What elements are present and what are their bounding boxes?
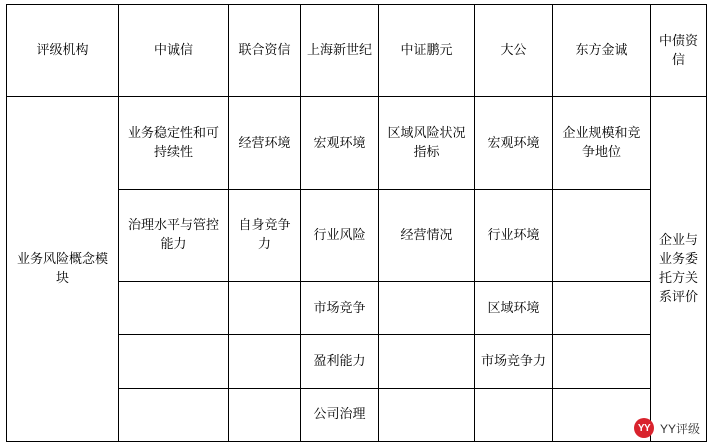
cell-ccxi-4 — [119, 335, 229, 388]
cell-lianhe-4 — [229, 335, 301, 388]
cell-dagong-3: 区域环境 — [475, 281, 553, 334]
column-header-agency: 评级机构 — [7, 5, 119, 97]
cell-ccxi-3 — [119, 281, 229, 334]
cell-golden-credit-2 — [553, 189, 651, 281]
cell-shanghai-3: 市场竞争 — [301, 281, 379, 334]
column-header-dagong: 大公 — [475, 5, 553, 97]
table-row — [7, 97, 707, 189]
rating-comparison-table — [6, 4, 706, 442]
cell-shanghai-1: 宏观环境 — [301, 97, 379, 189]
yy-logo-icon: YY — [634, 418, 654, 438]
table — [6, 4, 707, 442]
column-header-ccxi: 中诚信 — [119, 5, 229, 97]
cell-dagong-2: 行业环境 — [475, 189, 553, 281]
column-header-lianhe: 联合资信 — [229, 5, 301, 97]
cell-dagong-5 — [475, 388, 553, 441]
cell-shanghai-4: 盈利能力 — [301, 335, 379, 388]
cell-dagong-4: 市场竞争力 — [475, 335, 553, 388]
cell-golden-credit-3 — [553, 281, 651, 334]
cell-pengyuan-2: 经营情况 — [379, 189, 475, 281]
cell-pengyuan-3 — [379, 281, 475, 334]
cell-golden-credit-1: 企业规模和竞争地位 — [553, 97, 651, 189]
column-header-shanghai-xinshiji: 上海新世纪 — [301, 5, 379, 97]
watermark-label: YY评级 — [659, 421, 700, 436]
cell-lianhe-1: 经营环境 — [229, 97, 301, 189]
cell-pengyuan-5 — [379, 388, 475, 441]
cell-ccxi-1: 业务稳定性和可持续性 — [119, 97, 229, 189]
row-label-business-risk-module: 业务风险概念模块 — [7, 97, 119, 442]
cell-lianhe-5 — [229, 388, 301, 441]
cell-pengyuan-4 — [379, 335, 475, 388]
cell-shanghai-2: 行业风险 — [301, 189, 379, 281]
cell-dagong-1: 宏观环境 — [475, 97, 553, 189]
cell-lianhe-2: 自身竞争力 — [229, 189, 301, 281]
cell-golden-credit-4 — [553, 335, 651, 388]
cell-shanghai-5: 公司治理 — [301, 388, 379, 441]
table-header-row — [7, 5, 707, 97]
cell-ccxi-5 — [119, 388, 229, 441]
cell-cbr-merged: 企业与业务委托方关系评价 — [651, 97, 707, 442]
cell-pengyuan-1: 区域风险状况指标 — [379, 97, 475, 189]
column-header-cbr: 中债资信 — [651, 5, 707, 97]
column-header-pengyuan: 中证鹏元 — [379, 5, 475, 97]
cell-lianhe-3 — [229, 281, 301, 334]
watermark — [634, 418, 700, 438]
cell-ccxi-2: 治理水平与管控能力 — [119, 189, 229, 281]
column-header-golden-credit: 东方金诚 — [553, 5, 651, 97]
